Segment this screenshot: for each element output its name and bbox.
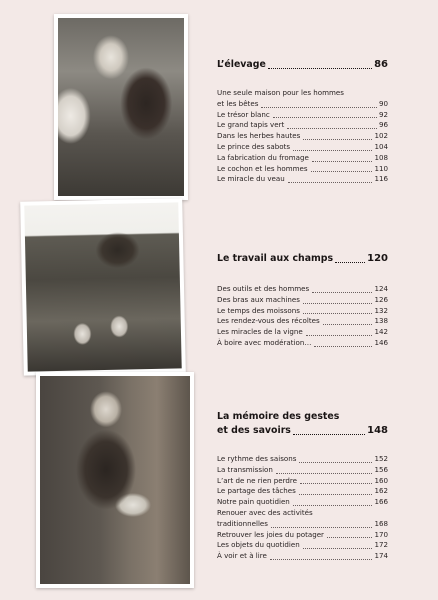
toc-entry[interactable] — [217, 338, 388, 349]
entry-page: 110 — [374, 163, 388, 173]
entry-page: 172 — [374, 540, 388, 550]
toc-entry[interactable] — [217, 540, 388, 551]
photo-image — [24, 202, 181, 371]
entry-label: Le miracle du veau — [217, 174, 285, 184]
toc-entry[interactable] — [217, 476, 388, 487]
leader-dots — [312, 161, 373, 162]
entry-page: 156 — [374, 464, 388, 474]
leader-dots — [270, 559, 373, 560]
entry-page: 124 — [374, 284, 388, 293]
leader-dots — [303, 139, 372, 140]
leader-dots — [303, 313, 373, 314]
entry-label: Le grand tapis vert — [217, 120, 285, 130]
toc-entry[interactable] — [217, 486, 388, 497]
toc-entry[interactable] — [217, 153, 388, 164]
entry-page: 146 — [374, 337, 388, 347]
entry-label: La fabrication du fromage — [217, 152, 309, 162]
toc-section-memoire-des-gestes — [217, 410, 388, 562]
toc-entry[interactable] — [217, 316, 388, 327]
entry-page: 166 — [374, 497, 388, 507]
entry-page: 96 — [378, 120, 388, 130]
entry-page: 160 — [374, 475, 388, 485]
entry-page: 132 — [374, 305, 388, 315]
section-title: L’élevage — [217, 59, 266, 70]
leader-dots — [273, 117, 377, 118]
entry-page: 116 — [374, 174, 388, 184]
toc-entry[interactable] — [217, 99, 388, 110]
toc-entry[interactable] — [217, 284, 388, 295]
photo-young-man-peeling — [36, 372, 194, 588]
entry-label: À voir et à lire — [217, 551, 267, 561]
leader-dots — [300, 483, 372, 484]
leader-dots — [293, 505, 373, 506]
photo-image — [58, 18, 184, 196]
toc-entries — [217, 454, 388, 562]
entry-label: La transmission — [217, 464, 273, 474]
leader-dots — [327, 537, 372, 538]
section-title-line1[interactable]: La mémoire des gestes — [217, 411, 340, 422]
toc-entry[interactable] — [217, 88, 388, 99]
leader-dots — [293, 434, 365, 435]
entry-page: 92 — [378, 109, 388, 119]
toc-entry[interactable] — [217, 519, 388, 530]
toc-entry[interactable] — [217, 497, 388, 508]
leader-dots — [299, 494, 373, 495]
toc-entries — [217, 284, 388, 349]
entry-label: Le temps des moissons — [217, 305, 300, 315]
entry-label: Des bras aux machines — [217, 294, 300, 304]
entry-label: et les bêtes — [217, 98, 259, 108]
entry-label: Le rythme des saisons — [217, 454, 297, 463]
toc-entry[interactable] — [217, 142, 388, 153]
toc-entry[interactable] — [217, 306, 388, 317]
photo-child-with-cow — [54, 14, 188, 200]
entry-label: Les rendez-vous des récoltes — [217, 316, 320, 326]
leader-dots — [288, 182, 373, 183]
section-page: 120 — [367, 253, 388, 264]
entry-label: Le prince des sabots — [217, 141, 291, 151]
entry-page: 152 — [374, 454, 388, 463]
toc-section-elevage — [217, 58, 388, 185]
leader-dots — [268, 68, 372, 69]
leader-dots — [306, 335, 373, 336]
section-title-line2: et des savoirs — [217, 425, 291, 436]
toc-entry[interactable] — [217, 551, 388, 562]
entry-label: Une seule maison pour les hommes — [217, 88, 344, 97]
leader-dots — [323, 324, 373, 325]
leader-dots — [293, 150, 372, 151]
toc-entry[interactable] — [217, 164, 388, 175]
section-heading[interactable] — [217, 58, 388, 72]
toc-entry[interactable] — [217, 327, 388, 338]
entry-label: Dans les herbes hautes — [217, 131, 301, 141]
leader-dots — [276, 473, 373, 474]
toc-entry[interactable] — [217, 110, 388, 121]
entry-label: Le cochon et les hommes — [217, 163, 308, 173]
entry-label: Le partage des tâches — [217, 486, 296, 496]
leader-dots — [303, 303, 372, 304]
toc-entry[interactable] — [217, 120, 388, 131]
entry-page: 142 — [374, 327, 388, 337]
entry-label: Les miracles de la vigne — [217, 327, 303, 337]
toc-entry[interactable] — [217, 131, 388, 142]
section-heading[interactable] — [217, 252, 388, 266]
entry-page: 174 — [374, 551, 388, 561]
entry-page: 102 — [374, 131, 388, 141]
photo-ploughing-field — [20, 198, 186, 375]
section-heading[interactable] — [217, 424, 388, 438]
leader-dots — [311, 171, 373, 172]
entry-label: L’art de ne rien perdre — [217, 475, 298, 485]
entry-page: 104 — [374, 141, 388, 151]
toc-entry[interactable] — [217, 454, 388, 465]
toc-entry[interactable] — [217, 295, 388, 306]
entry-label: Des outils et des hommes — [217, 284, 310, 293]
leader-dots — [312, 292, 372, 293]
entry-page: 168 — [374, 518, 388, 528]
leader-dots — [271, 527, 372, 528]
entry-label: Notre pain quotidien — [217, 497, 290, 507]
toc-entry[interactable] — [217, 530, 388, 541]
leader-dots — [261, 107, 377, 108]
photo-image — [40, 376, 190, 584]
entry-page: 162 — [374, 486, 388, 496]
section-title: Le travail aux champs — [217, 253, 334, 264]
toc-entry[interactable] — [217, 465, 388, 476]
entry-page: 170 — [374, 529, 388, 539]
leader-dots — [287, 128, 377, 129]
entry-label: Les objets du quotidien — [217, 540, 300, 550]
toc-section-travail-aux-champs — [217, 252, 388, 349]
entry-page: 90 — [378, 98, 388, 108]
entry-label: Renouer avec des activités — [217, 507, 313, 517]
entry-label: Retrouver les joies du potager — [217, 529, 324, 539]
entry-page: 126 — [374, 294, 388, 304]
entry-page: 108 — [374, 152, 388, 162]
section-page: 148 — [367, 425, 388, 436]
entry-label: À boire avec modération… — [217, 337, 312, 347]
toc-entry[interactable] — [217, 508, 388, 519]
leader-dots — [299, 462, 372, 463]
leader-dots — [314, 346, 372, 347]
leader-dots — [335, 262, 365, 263]
toc-entry[interactable] — [217, 174, 388, 185]
entry-label: traditionnelles — [217, 518, 268, 528]
section-page: 86 — [374, 59, 388, 70]
entry-label: Le trésor blanc — [217, 109, 270, 119]
entry-page: 138 — [374, 316, 388, 326]
toc-entries — [217, 88, 388, 185]
leader-dots — [303, 548, 373, 549]
